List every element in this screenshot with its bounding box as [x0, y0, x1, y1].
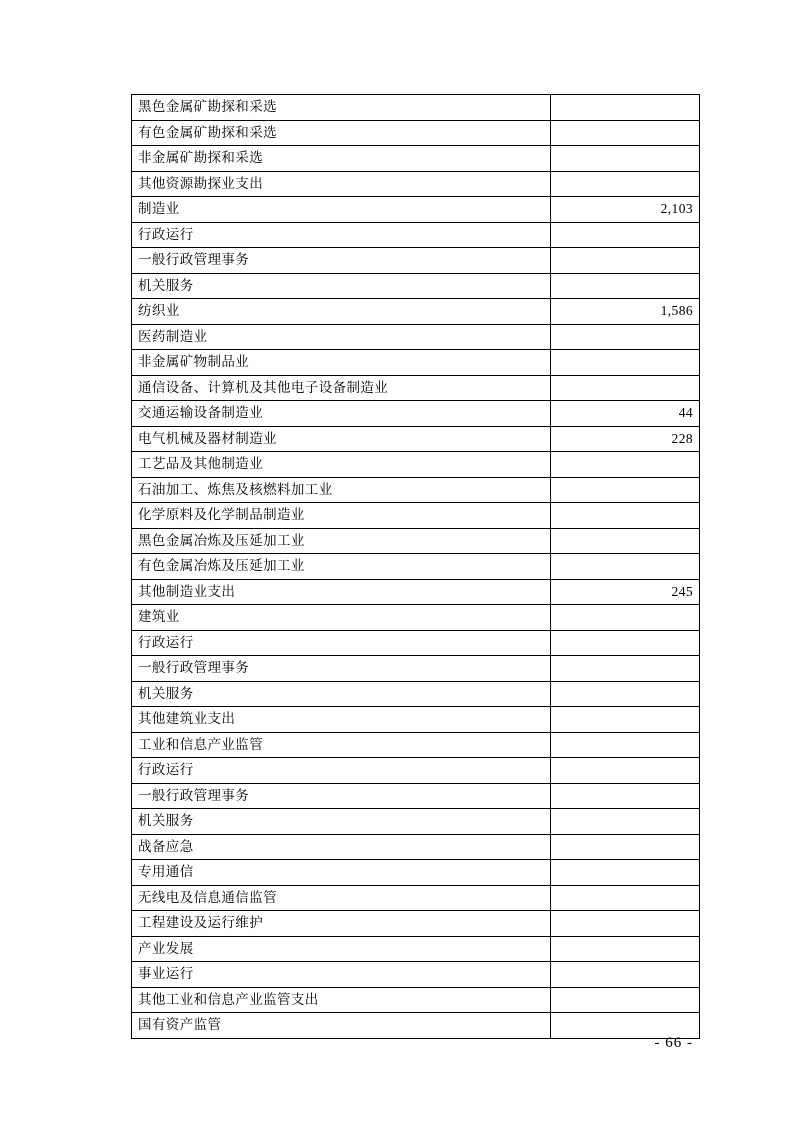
item-value-cell	[551, 834, 700, 860]
item-value-cell	[551, 962, 700, 988]
item-value-cell	[551, 554, 700, 580]
table-body	[132, 95, 700, 1039]
table-row	[132, 758, 700, 784]
item-name-cell: 非金属矿勘探和采选	[132, 146, 551, 172]
table-row	[132, 350, 700, 376]
page-number: - 66 -	[654, 1035, 693, 1051]
table-row	[132, 707, 700, 733]
item-name-cell: 工业和信息产业监管	[132, 732, 551, 758]
item-value-cell: 2,103	[551, 197, 700, 223]
table-row	[132, 222, 700, 248]
item-name-cell: 行政运行	[132, 758, 551, 784]
item-name-cell: 非金属矿物制品业	[132, 350, 551, 376]
item-value-cell: 245	[551, 579, 700, 605]
item-value-cell	[551, 222, 700, 248]
table-row	[132, 375, 700, 401]
table-row	[132, 426, 700, 452]
item-value-cell	[551, 375, 700, 401]
item-value-cell: 1,586	[551, 299, 700, 325]
item-name-cell: 建筑业	[132, 605, 551, 631]
item-value-cell	[551, 885, 700, 911]
item-name-cell: 石油加工、炼焦及核燃料加工业	[132, 477, 551, 503]
item-value-cell	[551, 324, 700, 350]
table-row	[132, 401, 700, 427]
item-name-cell: 其他资源勘探业支出	[132, 171, 551, 197]
table-row	[132, 605, 700, 631]
table-row	[132, 732, 700, 758]
item-value-cell	[551, 605, 700, 631]
item-value-cell	[551, 503, 700, 529]
item-value-cell	[551, 936, 700, 962]
item-name-cell: 其他制造业支出	[132, 579, 551, 605]
table-row	[132, 324, 700, 350]
table-row	[132, 171, 700, 197]
item-name-cell: 产业发展	[132, 936, 551, 962]
table-row	[132, 656, 700, 682]
item-name-cell: 专用通信	[132, 860, 551, 886]
item-name-cell: 工程建设及运行维护	[132, 911, 551, 937]
item-value-cell	[551, 860, 700, 886]
item-value-cell	[551, 452, 700, 478]
item-name-cell: 化学原料及化学制品制造业	[132, 503, 551, 529]
item-name-cell: 医药制造业	[132, 324, 551, 350]
table-row	[132, 962, 700, 988]
item-name-cell: 其他工业和信息产业监管支出	[132, 987, 551, 1013]
item-value-cell	[551, 758, 700, 784]
table-row	[132, 503, 700, 529]
table-row	[132, 885, 700, 911]
item-name-cell: 行政运行	[132, 630, 551, 656]
table-row	[132, 834, 700, 860]
item-value-cell	[551, 146, 700, 172]
table-row	[132, 911, 700, 937]
item-name-cell: 无线电及信息通信监管	[132, 885, 551, 911]
table-row	[132, 936, 700, 962]
item-name-cell: 一般行政管理事务	[132, 656, 551, 682]
table-row	[132, 299, 700, 325]
item-name-cell: 事业运行	[132, 962, 551, 988]
table-row	[132, 197, 700, 223]
item-value-cell	[551, 732, 700, 758]
item-value-cell	[551, 911, 700, 937]
item-name-cell: 其他建筑业支出	[132, 707, 551, 733]
item-value-cell	[551, 656, 700, 682]
item-value-cell	[551, 95, 700, 121]
item-name-cell: 纺织业	[132, 299, 551, 325]
table-row	[132, 860, 700, 886]
item-name-cell: 国有资产监管	[132, 1013, 551, 1039]
item-name-cell: 黑色金属矿勘探和采选	[132, 95, 551, 121]
item-name-cell: 有色金属矿勘探和采选	[132, 120, 551, 146]
table-row	[132, 95, 700, 121]
table-row	[132, 579, 700, 605]
item-value-cell: 44	[551, 401, 700, 427]
table-row	[132, 630, 700, 656]
item-name-cell: 黑色金属冶炼及压延加工业	[132, 528, 551, 554]
item-name-cell: 通信设备、计算机及其他电子设备制造业	[132, 375, 551, 401]
item-value-cell	[551, 528, 700, 554]
item-value-cell	[551, 681, 700, 707]
item-name-cell: 有色金属冶炼及压延加工业	[132, 554, 551, 580]
item-value-cell	[551, 120, 700, 146]
item-value-cell: 228	[551, 426, 700, 452]
table-row	[132, 120, 700, 146]
item-value-cell	[551, 987, 700, 1013]
item-name-cell: 制造业	[132, 197, 551, 223]
item-value-cell	[551, 707, 700, 733]
item-name-cell: 工艺品及其他制造业	[132, 452, 551, 478]
item-name-cell: 一般行政管理事务	[132, 783, 551, 809]
table-row	[132, 783, 700, 809]
item-name-cell: 战备应急	[132, 834, 551, 860]
item-value-cell	[551, 248, 700, 274]
item-value-cell	[551, 273, 700, 299]
item-value-cell	[551, 783, 700, 809]
item-name-cell: 电气机械及器材制造业	[132, 426, 551, 452]
table-row	[132, 273, 700, 299]
item-name-cell: 机关服务	[132, 273, 551, 299]
item-name-cell: 交通运输设备制造业	[132, 401, 551, 427]
table-row	[132, 146, 700, 172]
budget-expenditure-table	[131, 94, 700, 1039]
table-row	[132, 452, 700, 478]
table-row	[132, 987, 700, 1013]
item-name-cell: 机关服务	[132, 809, 551, 835]
item-value-cell	[551, 350, 700, 376]
item-value-cell	[551, 171, 700, 197]
item-value-cell	[551, 477, 700, 503]
table-row	[132, 681, 700, 707]
table-row	[132, 554, 700, 580]
table-row	[132, 477, 700, 503]
table-row	[132, 528, 700, 554]
item-value-cell	[551, 630, 700, 656]
item-value-cell	[551, 809, 700, 835]
table-row	[132, 248, 700, 274]
item-name-cell: 机关服务	[132, 681, 551, 707]
item-name-cell: 行政运行	[132, 222, 551, 248]
item-name-cell: 一般行政管理事务	[132, 248, 551, 274]
table-row	[132, 809, 700, 835]
